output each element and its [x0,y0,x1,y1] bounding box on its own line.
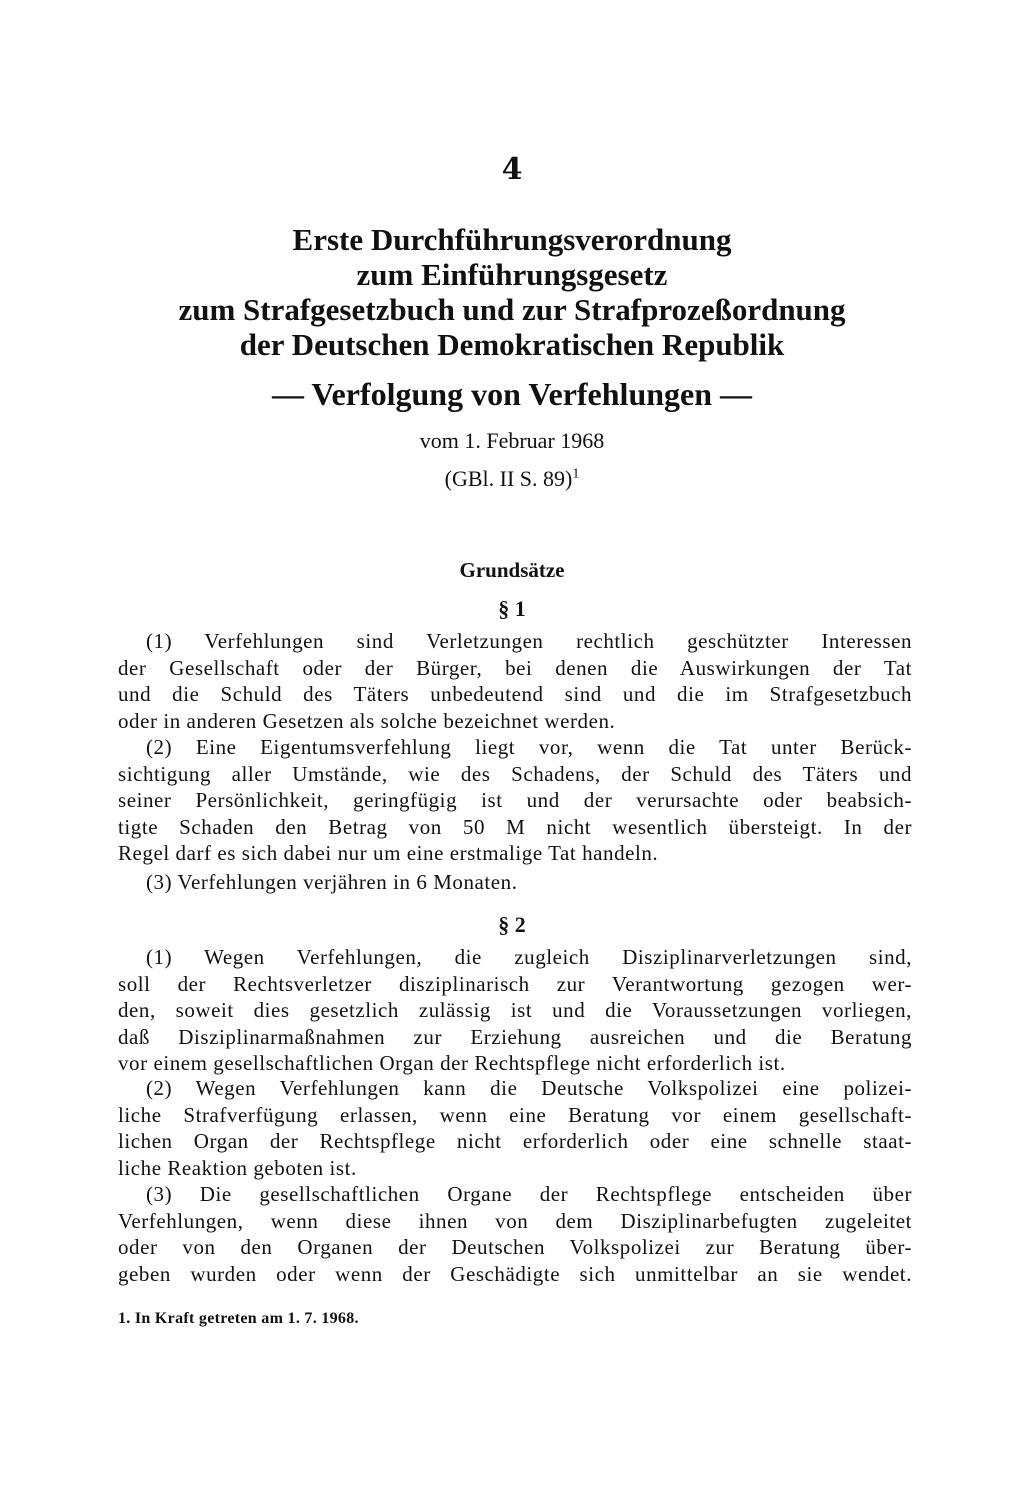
par1-abs1 [118,628,912,734]
text-line: daß Disziplinarmaßnahmen zur Erziehung ausreichen und die Beratung [118,1024,912,1049]
text-line: soll der Rechtsverletzer disziplinarisch zur Verantwortung gezogen wer- [118,971,912,996]
text-line: seiner Persönlichkeit, geringfügig ist und der verursachte oder beabsich- [118,788,912,812]
text-line: und die Schuld des Täters unbedeutend sind und die im Strafgesetzbuch [118,682,912,706]
section-heading-grundsaetze: Grundsätze [459,558,565,582]
text-line: (3) Die gesellschaftlichen Organe der Rechtspflege entscheiden über [146,1182,912,1206]
par2-abs3 [118,1181,912,1287]
text-line: tigte Schaden den Betrag von 50 M nicht wesentlich übersteigt. In der [118,814,912,839]
text-line: geben wurden oder wenn der Geschädigte sich unmittelbar an sie wendet. [118,1261,912,1286]
document-source [0,466,1024,492]
document-date: vom 1. Februar 1968 [419,428,605,453]
text-line: Verfehlungen, wenn diese ihnen von dem Disziplinarbefugten zugeleitet [118,1208,912,1233]
text-line: (2) Wegen Verfehlungen kann die Deutsche Volkspolizei eine polizei- [146,1076,912,1100]
par1-abs3 [118,869,912,896]
text-line: liche Reaktion geboten ist. [118,1155,357,1180]
text-line: sichtigung aller Umstände, wie des Schadens, der Schuld des Täters und [118,761,912,786]
text-line: Regel darf es sich dabei nur um eine erstmalige Tat handeln. [118,841,659,865]
footnote-mark: 1 [572,466,580,482]
text-line: liche Strafverfügung erlassen, wenn eine Beratung vor einem gesellschaft- [118,1102,912,1127]
title-line: der Deutschen Demokratischen Republik [239,327,785,362]
par1-abs2 [118,734,912,867]
paragraph-symbol-1: § 1 [498,596,526,621]
par2-abs2 [118,1075,912,1181]
document-subtitle: — Verfolgung von Verfehlungen — [271,376,753,412]
text-line: (2) Eine Eigentumsverfehlung liegt vor, wenn die Tat unter Berück- [146,735,912,759]
title-line: zum Strafgesetzbuch und zur Strafprozeßordnung [178,292,846,327]
text-line: (1) Wegen Verfehlungen, die zugleich Disziplinarverletzungen sind, [146,945,912,969]
text-line: oder in anderen Gesetzen als solche bezeichnet werden. [118,708,616,733]
text-line: oder von den Organen der Deutschen Volkspolizei zur Beratung über- [118,1235,912,1259]
document-title [0,222,1024,362]
title-line: Erste Durchführungsverordnung [292,222,732,257]
text-line: vor einem gesellschaftlichen Organ der Rechtspflege nicht erforderlich ist. [118,1051,786,1075]
text-line: lichen Organ der Rechtspflege nicht erforderlich oder eine schnelle staat- [118,1129,912,1153]
text-line: (3) Verfehlungen verjähren in 6 Monaten. [146,870,518,894]
paragraph-symbol-2: § 2 [498,912,526,937]
text-line: der Gesellschaft oder der Bürger, bei denen die Auswirkungen der Tat [118,655,912,680]
source-text: (GBl. II S. 89) [444,466,573,491]
document-number: 4 [501,152,523,187]
par2-abs1 [118,944,912,1077]
footnote: 1. In Kraft getreten am 1. 7. 1968. [118,1310,359,1327]
title-line: zum Einführungsgesetz [356,257,668,292]
text-line: den, soweit dies gesetzlich zulässig ist und die Voraussetzungen vorliegen, [118,998,912,1022]
text-line: (1) Verfehlungen sind Verletzungen rechtlich geschützter Interessen [146,629,912,653]
